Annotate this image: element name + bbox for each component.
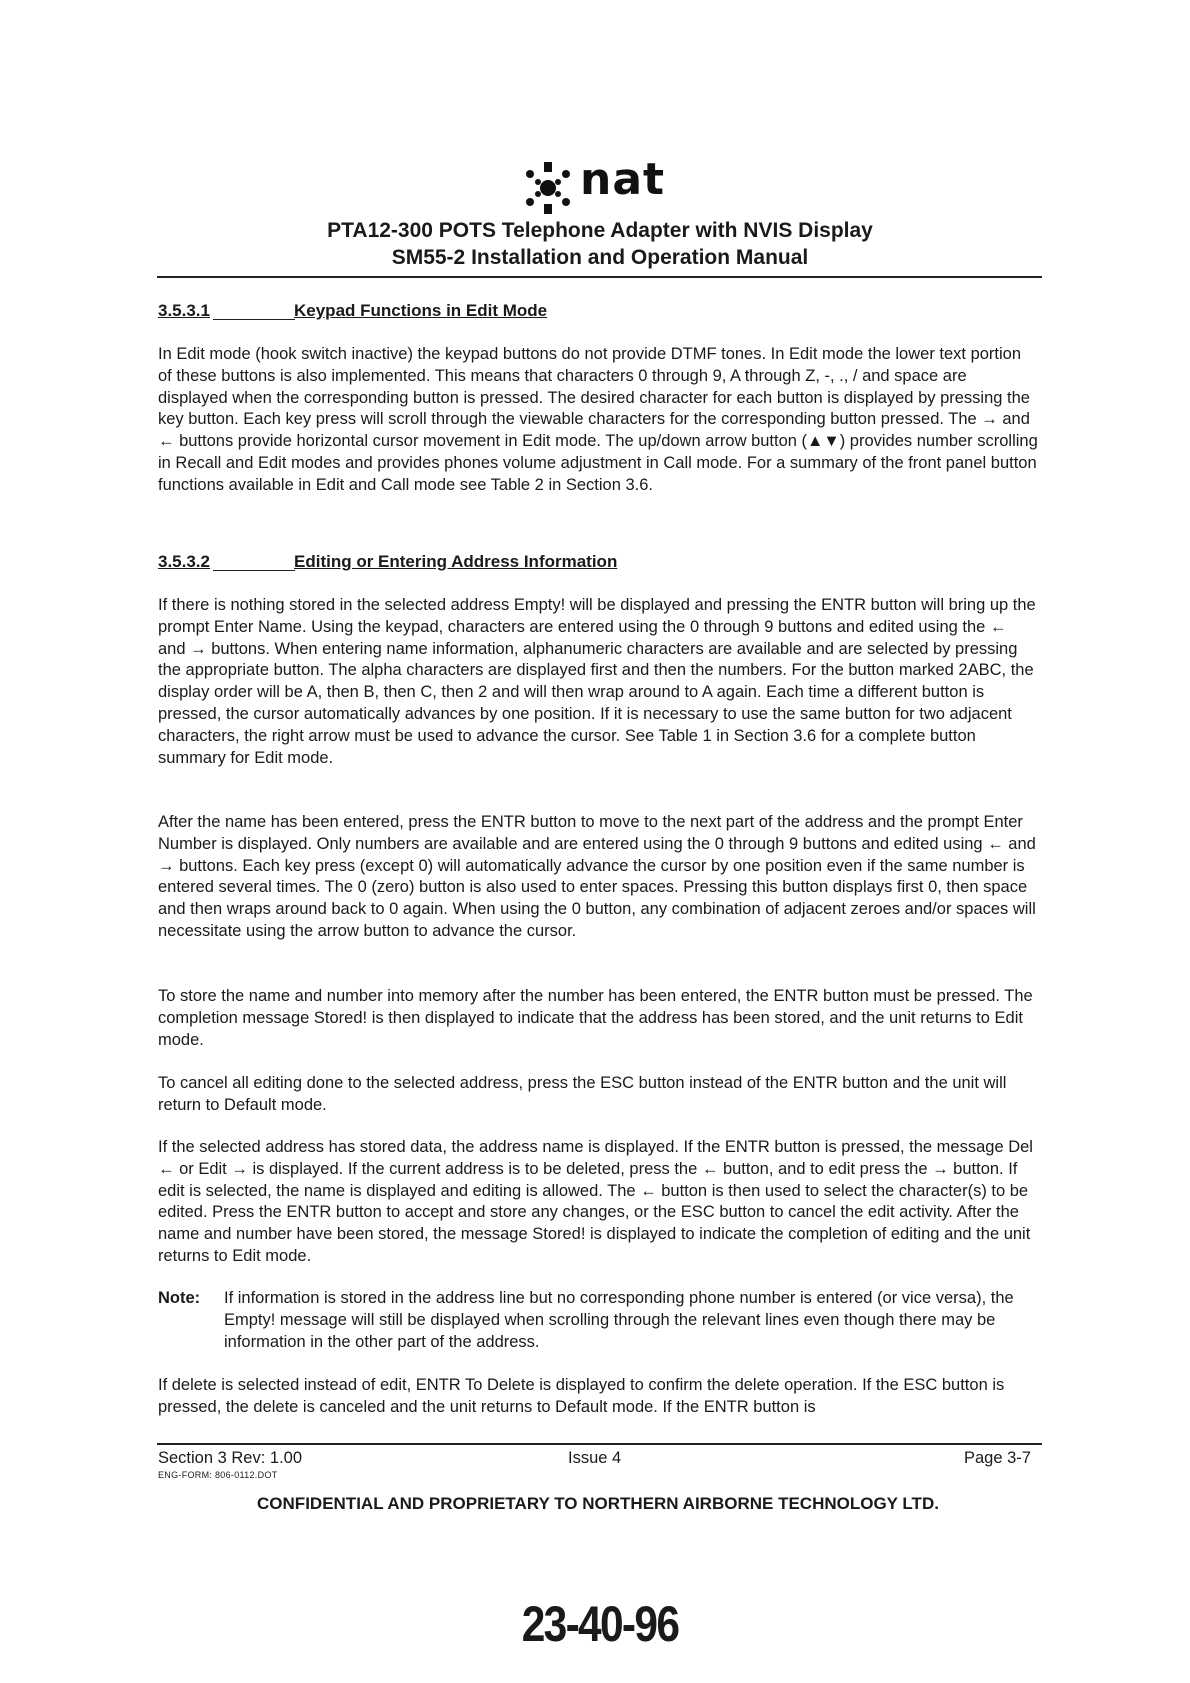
section-number: 3.5.3.1	[158, 301, 210, 320]
paragraph: In Edit mode (hook switch inactive) the keypad buttons do not provide DTMF tones. In Edit mode the lower text portion of these buttons is also implemented. This means that characters 0 through 9, A through Z, -, ., / and space are displayed when the corresponding button is pressed. The desired character for each button is displayed by pressing the key button. Each key press will scroll through the viewable characters for the corresponding button pressed. The → and ← buttons provide horizontal cursor movement in Edit mode. The up/down arrow button (▲▼) provides number scrolling in Recall and Edit modes and provides phones volume adjustment in Call mode. For a summary of the front panel button functions available in Edit and Call mode see Table 2 in Section 3.6.	[158, 345, 1038, 494]
section-title: Keypad Functions in Edit Mode	[294, 301, 548, 320]
section-title: Editing or Entering Address Information	[294, 552, 618, 571]
paragraph: If there is nothing stored in the selected address Empty! will be displayed and pressing the ENTR button will bring up the prompt Enter Name. Using the keypad, characters are entered using the 0 through 9 buttons and edited using the ← and → buttons. When entering name information, alphanumeric characters are available and are selected by pressing the appropriate button. The alpha characters are displayed first and then the numbers. For the button marked 2ABC, the display order will be A, then B, then C, then 2 and will then wrap around to A again. Each time a different button is pressed, the cursor automatically advances by one position. If it is necessary to use the same button for two adjacent characters, the right arrow must be used to advance the cursor. See Table 1 in Section 3.6 for a complete button summary for Edit mode.	[158, 596, 1036, 767]
paragraph: If delete is selected instead of edit, ENTR To Delete is displayed to confirm the delete operation. If the ESC button is pressed, the delete is canceled and the unit returns to Default mode. If the ENTR button is	[158, 1376, 1005, 1416]
note-text: If information is stored in the address line but no corresponding phone number is entered (or vice versa), the Empty! message will still be displayed when scrolling through the relevant lines even though there may be information in the other part of the address.	[224, 1289, 1014, 1351]
heading-underline	[213, 570, 295, 571]
paragraph: To cancel all editing done to the selected address, press the ESC button instead of the ENTR button and the unit will return to Default mode.	[158, 1074, 1007, 1114]
footer-section-rev: Section 3 Rev: 1.00	[158, 1449, 303, 1467]
logo-wordmark: nat	[580, 154, 666, 205]
note-label: Note:	[158, 1289, 201, 1307]
paragraph: After the name has been entered, press the ENTR button to move to the next part of the address and the prompt Enter Number is displayed. Only numbers are available and are entered using the 0 through 9 buttons and edited using ← and → buttons. Each key press (except 0) will automatically advance the cursor by one position even if the same number is entered several times. The 0 (zero) button is also used to enter spaces. Pressing this button displays first 0, then space and then wraps around back to 0 again. When using the 0 button, any combination of adjacent zeroes and/or spaces will necessitate using the arrow button to advance the cursor.	[158, 813, 1036, 940]
footer-form-code: ENG-FORM: 806-0112.DOT	[158, 1470, 278, 1480]
document-title: PTA12-300 POTS Telephone Adapter with NVIS Display	[327, 219, 873, 242]
footer-issue: Issue 4	[568, 1449, 622, 1467]
document-subtitle: SM55-2 Installation and Operation Manual	[391, 246, 809, 269]
confidentiality-notice: CONFIDENTIAL AND PROPRIETARY TO NORTHERN AIRBORNE TECHNOLOGY LTD.	[257, 1494, 939, 1513]
section-number: 3.5.3.2	[158, 552, 210, 571]
document-number: 23-40-96	[521, 1596, 679, 1652]
paragraph: To store the name and number into memory after the number has been entered, the ENTR button must be pressed. The completion message Stored! is then displayed to indicate that the address has been stored, and the unit returns to Edit mode.	[158, 987, 1033, 1049]
paragraph: If the selected address has stored data, the address name is displayed. If the ENTR button is pressed, the message Del ← or Edit → is displayed. If the current address is to be deleted, press the ← button, and to edit press the → button. If edit is selected, the name is displayed and editing is allowed. The ← button is then used to select the character(s) to be edited. Press the ENTR button to accept and store any changes, or the ESC button to cancel the edit activity. After the name and number have been stored, the message Stored! is displayed to indicate the completion of editing and the unit returns to Edit mode.	[158, 1138, 1033, 1265]
nat-logo	[520, 154, 720, 215]
nat-logo-mark-icon	[520, 160, 576, 215]
heading-underline	[213, 319, 295, 320]
footer-page-number: Page 3-7	[964, 1449, 1031, 1467]
footer-divider	[157, 1443, 1042, 1445]
header-divider	[157, 276, 1042, 278]
